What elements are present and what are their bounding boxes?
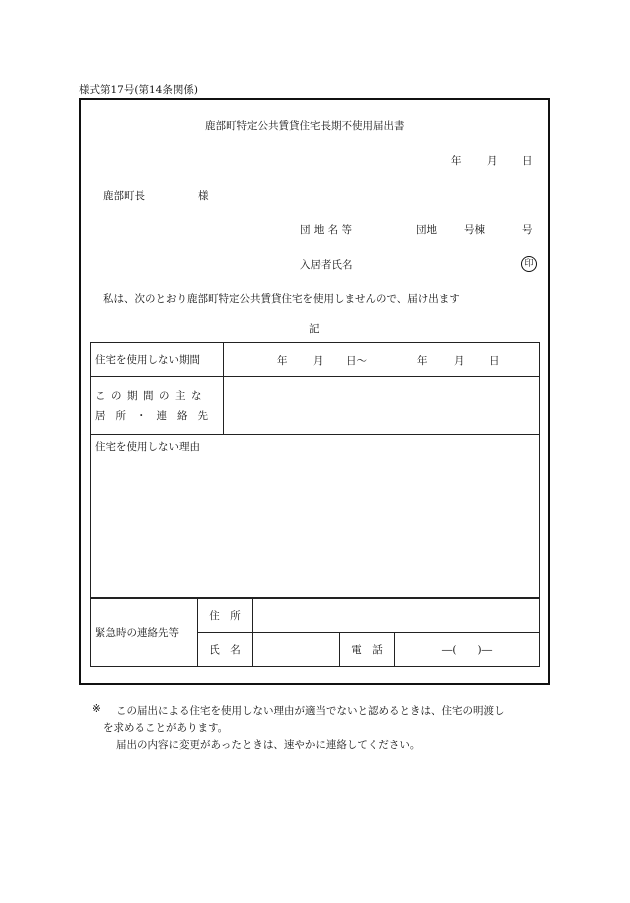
table-row [91, 599, 540, 633]
period-to-day: 日 [489, 355, 500, 367]
statement: 私は、次のとおり鹿部町特定公共賃貸住宅を使用しませんので、届け出ます [103, 293, 460, 305]
period-to-month: 月 [454, 355, 465, 367]
date-year: 年 [451, 155, 462, 167]
emergency-label: 緊急時の連絡先等 [95, 627, 179, 639]
emergency-table [90, 598, 540, 667]
name-label-cell [198, 633, 253, 667]
table-row [91, 343, 540, 377]
complex-danchi: 団地 [416, 224, 437, 236]
addressee-honorific: 様 [198, 190, 209, 202]
emergency-label-cell [91, 599, 198, 667]
name-value-cell [253, 633, 340, 667]
ki-heading: 記 [309, 323, 320, 335]
note2: 届出の内容に変更があったときは、速やかに連絡してください。 [116, 739, 421, 751]
phone-format: ―( )― [441, 644, 493, 656]
phone-label: 電 話 [351, 644, 383, 656]
period-label-cell [91, 343, 224, 377]
period-from-year: 年 [277, 355, 288, 367]
addressee-name: 鹿部町長 [103, 190, 145, 202]
note1-line2: を求めることがあります。 [103, 722, 229, 734]
date-month: 月 [487, 155, 498, 167]
table-row [91, 435, 540, 598]
seal-mark: 印 [521, 256, 537, 272]
residence-label-2: 居所・連絡先 [95, 409, 218, 422]
period-to-year: 年 [417, 355, 428, 367]
address-label-cell [198, 599, 253, 633]
period-from-day: 日〜 [346, 355, 367, 367]
date-day: 日 [522, 155, 533, 167]
period-from-month: 月 [313, 355, 324, 367]
phone-label-cell [340, 633, 395, 667]
name-label: 氏 名 [209, 644, 241, 656]
note-mark: ※ [92, 703, 101, 715]
resident-label: 入居者氏名 [300, 259, 353, 271]
form-title: 鹿部町特定公共賃貸住宅長期不使用届出書 [205, 120, 405, 132]
complex-goto: 号棟 [464, 224, 485, 236]
period-value-cell [224, 343, 540, 377]
period-label: 住宅を使用しない期間 [95, 354, 200, 366]
phone-value-cell [395, 633, 540, 667]
info-table [90, 342, 540, 598]
complex-go: 号 [522, 224, 533, 236]
table-row [91, 377, 540, 435]
form-number: 様式第17号(第14条関係) [79, 84, 198, 96]
address-value-cell [253, 599, 540, 633]
complex-label: 団 地 名 等 [300, 224, 353, 236]
residence-value-cell [224, 377, 540, 435]
reason-label: 住宅を使用しない理由 [95, 441, 200, 453]
residence-label-1: この期間の主な [95, 389, 207, 402]
note1-line1: この届出による住宅を使用しない理由が適当でないと認めるときは、住宅の明渡し [116, 705, 505, 717]
residence-label-cell [91, 377, 224, 435]
reason-cell [91, 435, 540, 598]
address-label: 住 所 [209, 610, 241, 622]
